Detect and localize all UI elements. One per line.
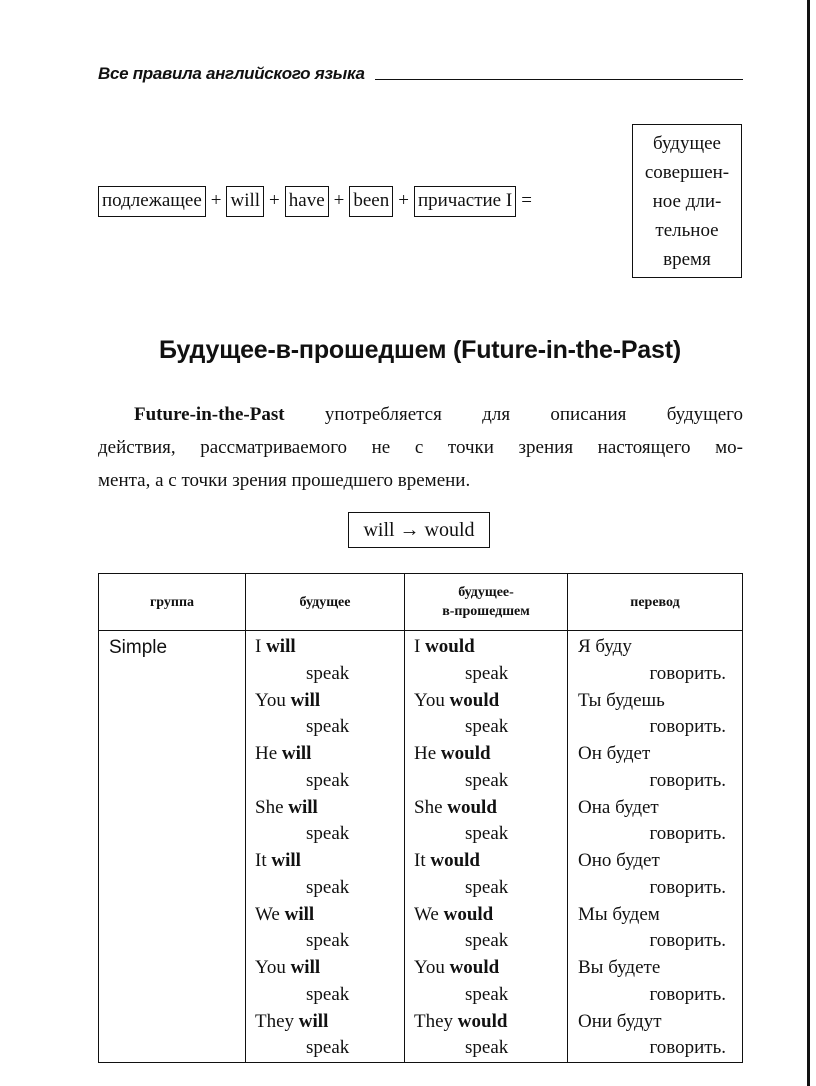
translation-form [568,955,742,1009]
future-in-past-subject-line [405,795,567,822]
pronoun: He [414,743,437,764]
future-subject-line [246,741,404,768]
pronoun: You [414,689,445,711]
verb: speak [465,662,509,684]
translation-line2: говорить. [649,662,726,684]
pronoun: I [255,636,262,657]
pronoun: They [255,1010,295,1032]
translation-form [568,741,742,795]
auxiliary-would: would [430,850,480,871]
pronoun: She [255,796,284,818]
future-in-past-subject-line [405,848,567,875]
pronoun: You [255,689,286,711]
plus-sign: + [269,190,280,211]
future-in-past-form [405,688,567,742]
verb: speak [465,823,509,845]
pronoun: She [414,796,443,818]
verb: speak [306,662,350,684]
translation-line2: говорить. [649,769,726,791]
future-subject-line [246,795,404,822]
auxiliary-will: will [288,796,318,818]
future-in-past-subject-line [405,688,567,715]
equals-sign: = [521,190,532,211]
future-in-past-subject-line [405,1009,567,1036]
running-header-rule [375,79,743,80]
future-subject-line [246,955,404,982]
translation-line2: говорить. [649,876,726,898]
translation-line1: Оно будет [578,850,660,871]
verb: speak [465,1037,509,1059]
future-in-past-subject-line [405,634,567,661]
future-form [246,795,404,849]
running-header [98,58,743,84]
translation-line2: говорить. [649,983,726,1005]
auxiliary-would: would [440,743,491,764]
header-group: группа [99,574,246,631]
verb: speak [465,930,509,952]
section-heading: Будущее-в-прошедшем (Future-in-the-Past) [159,336,681,364]
group-cell [99,631,246,1063]
translation-line1: Вы будете [578,957,661,978]
auxiliary-would: would [425,636,475,657]
future-form [246,1009,404,1063]
pronoun: We [255,903,280,925]
verb: speak [465,876,509,898]
paragraph-term: Future-in-the-Past [134,404,285,425]
future-form [246,902,404,956]
formula-result-line: ное дли- [652,190,722,212]
pronoun: We [414,903,439,925]
translation-form [568,634,742,688]
translation-form [568,688,742,742]
description-paragraph [98,398,743,497]
future-in-past-cell [405,631,568,1063]
paragraph-line: действия, рассматриваемого не с точки зрения настоящего мо- [98,437,743,458]
future-subject-line [246,848,404,875]
pronoun: He [255,743,278,764]
formula-result-line: совершен- [644,161,730,183]
future-in-past-form [405,741,567,795]
translation-cell [568,631,743,1063]
future-form [246,848,404,902]
conjugation-table [98,573,743,1063]
verb: speak [306,823,350,845]
translation-form [568,902,742,956]
running-header-title: Все правила английского языка [98,64,365,83]
pronoun: It [414,850,426,871]
verb: speak [306,930,350,952]
formula-participle: причастие I [414,186,516,217]
future-subject-line [246,1009,404,1036]
future-form [246,955,404,1009]
future-form [246,741,404,795]
translation-form [568,1009,742,1063]
formula-result-line: время [663,248,711,270]
auxiliary-will: will [284,903,315,925]
translation-line1: Она будет [578,796,659,818]
paragraph-line: мента, а с точки зрения прошедшего времени. [98,470,471,491]
auxiliary-will: will [298,1010,329,1032]
auxiliary-will: will [290,689,321,711]
auxiliary-will: will [290,957,321,978]
verb: speak [465,716,509,738]
plus-sign: + [398,190,409,211]
formula-result-line: тельное [655,219,719,241]
paragraph-line [98,398,743,431]
auxiliary-would: would [443,903,494,925]
header-future-in-past [405,574,568,631]
future-in-past-subject-line [405,902,567,929]
translation-form [568,848,742,902]
will-would-rule: will → would [348,512,490,548]
future-in-past-form [405,848,567,902]
page-edge-rule [807,0,810,1086]
formula-result [632,124,742,278]
translation-line1: Он будет [578,743,651,764]
formula-been: been [349,186,393,217]
translation-line2: говорить. [649,716,726,738]
auxiliary-would: would [447,796,497,818]
future-in-past-form [405,902,567,956]
pronoun: You [414,957,445,978]
plus-sign: + [333,190,345,211]
translation-line1: Мы будем [578,903,660,925]
pronoun: They [414,1010,454,1032]
formula-will: will [226,186,264,217]
translation-line2: говорить. [649,930,726,952]
header-translation: перевод [568,574,743,631]
verb: speak [465,983,509,1005]
future-in-past-subject-line [405,741,567,768]
future-in-past-subject-line [405,955,567,982]
auxiliary-will: will [271,850,301,871]
translation-line2: говорить. [649,1037,726,1059]
verb: speak [306,716,350,738]
auxiliary-would: would [457,1010,508,1032]
pronoun: I [414,636,421,657]
header-future-in-past-line1: будущее- [458,585,514,600]
future-in-past-form [405,634,567,688]
translation-line1: Я буду [578,636,632,657]
table-row [99,631,743,1063]
verb: speak [306,769,350,791]
tense-formula [98,183,537,219]
future-in-past-form [405,795,567,849]
pronoun: You [255,957,286,978]
group-label: Simple [109,637,168,658]
future-subject-line [246,902,404,929]
future-subject-line [246,688,404,715]
translation-line2: говорить. [649,823,726,845]
verb: speak [306,983,350,1005]
translation-line1: Ты будешь [578,689,665,711]
future-cell [246,631,405,1063]
header-future: будущее [246,574,405,631]
paragraph-text: употребляется для описания будущего [324,404,744,425]
translation-line1: Они будут [578,1010,662,1032]
auxiliary-will: will [281,743,312,764]
formula-result-line: будущее [653,132,721,154]
plus-sign: + [210,190,222,211]
formula-subject: подлежащее [98,186,206,217]
formula-have: have [285,186,329,217]
verb: speak [465,769,509,791]
auxiliary-would: would [449,689,500,711]
verb: speak [306,1037,350,1059]
future-in-past-form [405,955,567,1009]
future-form [246,688,404,742]
table-header-row [99,574,743,631]
future-form [246,634,404,688]
auxiliary-will: will [266,636,296,657]
future-subject-line [246,634,404,661]
header-future-in-past-line2: в-прошедшем [442,604,530,619]
translation-form [568,795,742,849]
future-in-past-form [405,1009,567,1063]
verb: speak [306,876,350,898]
auxiliary-would: would [449,957,500,978]
pronoun: It [255,850,267,871]
